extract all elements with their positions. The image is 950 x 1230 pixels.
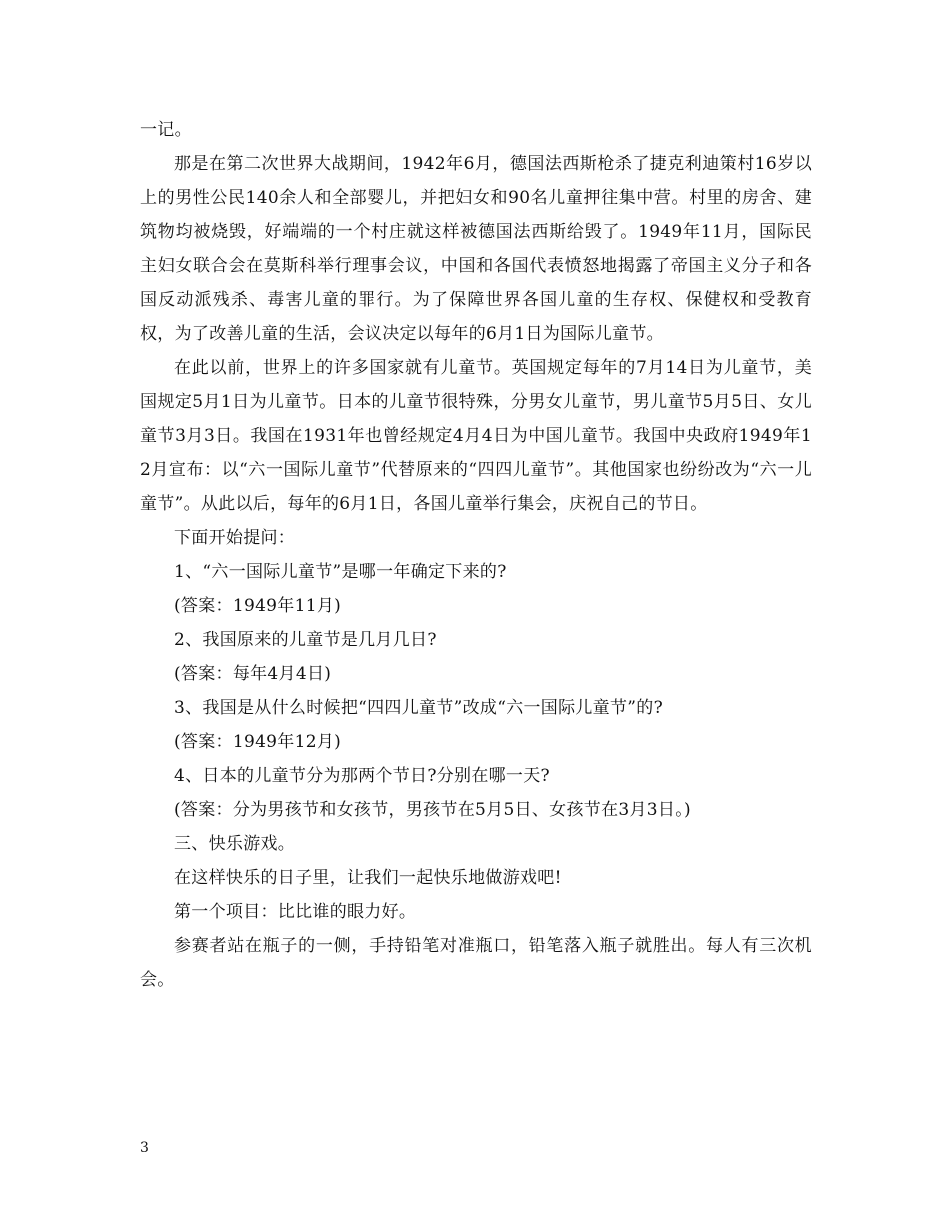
paragraph-history: 那是在第二次世界大战期间，1942年6月，德国法西斯枪杀了捷克利迪策村16岁以上的男性公民140余人和全部婴儿，并把妇女和90名儿童押往集中营。村里的房舍、建筑物均被烧毁，好端端的一个村庄就这样被德国法西斯给毁了。1949年11月，国际民主妇女联合会在莫斯科举行理事会议，中国和各国代表愤怒地揭露了帝国主义分子和各国反动派残杀、毒害儿童的罪行。为了保障世界各国儿童的生存权、保健权和受教育权，为了改善儿童的生活，会议决定以每年的6月1日为国际儿童节。 (140, 154, 812, 344)
quiz-question-2: 2、我国原来的儿童节是几月几日? (174, 630, 437, 650)
quiz-intro: 下面开始提问： (174, 528, 296, 548)
game-1-rules: 参赛者站在瓶子的一侧，手持铅笔对准瓶口，铅笔落入瓶子就胜出。每人有三次机会。 (140, 936, 812, 990)
game-1-title: 第一个项目：比比谁的眼力好。 (174, 902, 417, 922)
quiz-answer-3: (答案：1949年12月) (174, 732, 342, 752)
quiz-question-4: 4、日本的儿童节分为那两个节日?分别在哪一天? (174, 766, 550, 786)
quiz-question-1: 1、“六一国际儿童节”是哪一年确定下来的? (174, 562, 507, 582)
document-body (140, 113, 812, 997)
paragraph-continuation: 一记。 (140, 120, 192, 140)
quiz-answer-2: (答案：每年4月4日) (174, 664, 332, 684)
page-number: 3 (140, 1140, 149, 1156)
quiz-answer-4: (答案：分为男孩节和女孩节，男孩节在5月5日、女孩节在3月3日。) (174, 800, 691, 820)
section-heading-games: 三、快乐游戏。 (174, 834, 296, 854)
games-intro: 在这样快乐的日子里，让我们一起快乐地做游戏吧! (174, 868, 562, 888)
paragraph-other-countries: 在此以前，世界上的许多国家就有儿童节。英国规定每年的7月14日为儿童节，美国规定5月1日为儿童节。日本的儿童节很特殊，分男女儿童节，男儿童节5月5日、女儿童节3月3日。我国在1931年也曾经规定4月4日为中国儿童节。我国中央政府1949年12月宣布：以“六一国际儿童节”代替原来的“四四儿童节”。其他国家也纷纷改为“六一儿童节”。从此以后，每年的6月1日，各国儿童举行集会，庆祝自己的节日。 (140, 358, 812, 514)
quiz-question-3: 3、我国是从什么时候把“四四儿童节”改成“六一国际儿童节”的? (174, 698, 663, 718)
quiz-answer-1: (答案：1949年11月) (174, 596, 342, 616)
